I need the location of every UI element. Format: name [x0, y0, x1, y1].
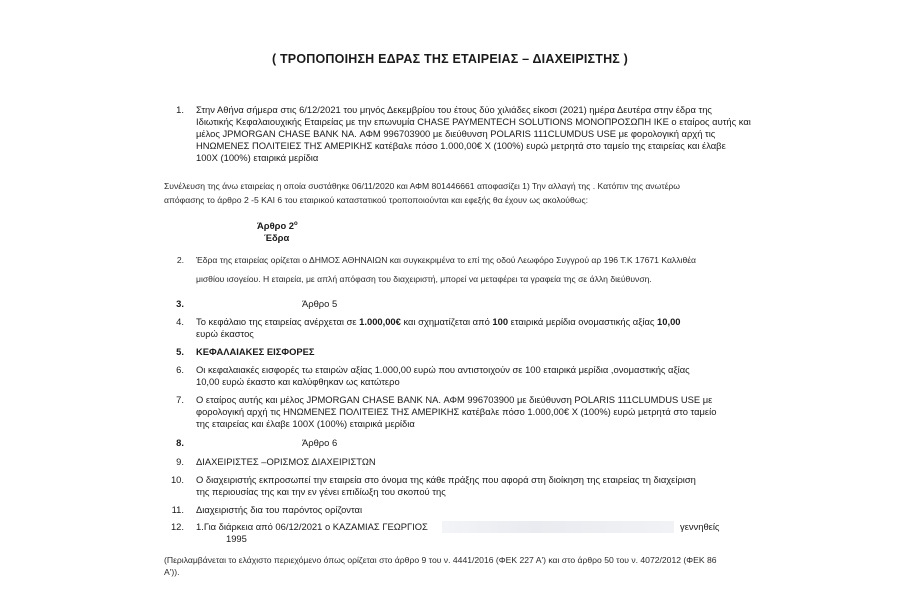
item-number: 12. — [170, 521, 184, 532]
p11-line: Διαχειριστής δια του παρόντος ορίζονται — [196, 504, 363, 515]
p10-line-2: της περιουσίας της και την εν γένει επιδίωξη του σκοπού της — [196, 486, 446, 497]
p1-line-2: Ιδιωτικής Κεφαλαιουχικής Εταιρείας με την επωνυμία CHASE PAYMENTECH SOLUTIONS ΜΟΝΟΠΡΟΣΩΠΗ ΙΚΕ ο εταίρος αυτής και — [196, 116, 751, 127]
item-number: 7. — [176, 394, 184, 405]
p7-line-2: φορολογική αρχή τις ΗΝΩΜΕΝΕΣ ΠΟΛΙΤΕΙΕΣ ΤΗΣ ΑΜΕΡΙΚΗΣ κατέβαλε πόσο 1.000,00€ Χ (100%) ευρώ μετρητά στο ταμείο — [196, 406, 717, 417]
item-number: 3. — [176, 298, 184, 309]
item-number: 6. — [176, 364, 184, 375]
p4-line-2: ευρώ έκαστος — [196, 328, 254, 339]
footnote-line-1: (Περιλαμβάνεται το ελάχιστο περιεχόμενο όπως ορίζεται στο άρθρο 9 του ν. 4441/2016 (ΦΕΚ 227 Α') και στο άρθρο 50 του ν. 4072/2012 (ΦΕΚ 86 — [164, 555, 717, 565]
meeting-line-2: απόφασης το άρθρο 2 -5 ΚΑΙ 6 του εταιρικού καταστατικού τροποποιούνται και εφεξής θα έχουν ως ακολούθως: — [164, 195, 589, 205]
p7-line-3: της εταιρείας και έλαβε 100Χ (100%) εταιρικά μερίδια — [196, 418, 415, 429]
document-title: ( ΤΡΟΠΟΠΟΙΗΣΗ ΕΔΡΑΣ ΤΗΣ ΕΤΑΙΡΕΙΑΣ – ΔΙΑΧΕΙΡΙΣΤΗΣ ) — [271, 52, 629, 66]
p12-line-1: 1.Για διάρκεια από 06/12/2021 ο ΚΑΖΑΜΙΑΣ ΓΕΩΡΓΙΟΣ — [196, 521, 428, 532]
p2-line-1: Έδρα της εταιρείας ορίζεται ο ΔΗΜΟΣ ΑΘΗΝΑΙΩΝ και συγκεκριμένα το επί της οδού Λεωφόρο Συγγρού αρ 196 Τ.Κ 17671 Καλλιθέα — [196, 255, 697, 265]
p1-line-1: Στην Αθήνα σήμερα στις 6/12/2021 του μηνός Δεκεμβρίου του έτους δύο χιλιάδες είκοσι (2021) ημέρα Δευτέρα στην έδρα της — [196, 104, 712, 115]
item-number: 1. — [176, 104, 184, 115]
p7-line-1: Ο εταίρος αυτής και μέλος JPMORGAN CHASE BANK NA. ΑΦΜ 996703900 με διεύθυνση POLARIS 111CLUMDUS USE με — [196, 394, 713, 405]
p6-line-1: Οι κεφαλαιακές εισφορές τω εταιρών αξίας 1.000,00 ευρώ που αντιστοιχούν σε 100 εταιρικά μερίδια ,ονομαστικής αξίας — [196, 364, 690, 375]
article-2-subheading: Έδρα — [264, 232, 290, 243]
p6-line-2: 10,00 ευρώ έκαστο και καλύφθηκαν ως κατώτερο — [196, 376, 400, 387]
p12-line-2: 1995 — [226, 533, 247, 544]
meeting-line-1: Συνέλευση της άνω εταιρείας η οποία συστάθηκε 06/11/2020 και ΑΦΜ 801446661 αποφασίζει 1) Την αλλαγή της . Κατόπιν της ανωτέρω — [164, 181, 681, 191]
p1-line-4: ΗΝΩΜΕΝΕΣ ΠΟΛΙΤΕΙΕΣ ΤΗΣ ΑΜΕΡΙΚΗΣ κατέβαλε πόσο 1.000,00€ Χ (100%) ευρώ μετρητά στο ταμείο της εταιρείας και έλαβε — [196, 140, 726, 151]
item-number: 2. — [176, 255, 184, 265]
p1-line-5: 100Χ (100%) εταιρικά μερίδια — [196, 152, 319, 163]
article-2-heading: Άρθρο $2^o$ — [257, 220, 298, 232]
item-number: 5. — [176, 346, 184, 357]
item-number: 8. — [176, 437, 184, 448]
managers-heading: ΔΙΑΧΕΙΡΙΣΤΕΣ –ΟΡΙΣΜΟΣ ΔΙΑΧΕΙΡΙΣΤΩΝ — [196, 456, 376, 467]
footnote-line-2: Α')). — [164, 567, 180, 577]
item-number: 9. — [176, 456, 184, 467]
capital-contributions-heading: ΚΕΦΑΛΑΙΑΚΕΣ ΕΙΣΦΟΡΕΣ — [196, 346, 315, 357]
item-number: 11. — [171, 504, 184, 515]
p12-line-1-end: γεννηθείς — [680, 521, 720, 532]
redacted-area — [442, 521, 674, 533]
item-number: 4. — [176, 316, 184, 327]
article-6-heading: Άρθρο 6 — [302, 437, 338, 448]
item-number: 10. — [170, 474, 184, 485]
p2-line-2: μισθίου ισογείου. Η εταιρεία, με απλή απόφαση του διαχειριστή, μπορεί να μεταφέρει τα γραφεία της σε άλλη διεύθυνση. — [196, 274, 652, 284]
p10-line-1: Ο διαχειριστής εκπροσωπεί την εταιρεία στο όνομα της κάθε πράξης που αφορά στη διοίκηση της εταιρείας τη διαχείριση — [196, 474, 696, 485]
article-5-heading: Άρθρο 5 — [302, 298, 338, 309]
p1-line-3: μέλος JPMORGAN CHASE BANK NA. ΑΦΜ 996703900 με διεύθυνση POLARIS 111CLUMDUS USE με φορολογική αρχή τις — [196, 128, 716, 139]
p4-line-1: Το κεφάλαιο της εταιρείας ανέρχεται σε 1.000,00€ και σχηματίζεται από 100 εταιρικά μερίδια ονομαστικής αξίας 10,00 — [196, 316, 681, 327]
